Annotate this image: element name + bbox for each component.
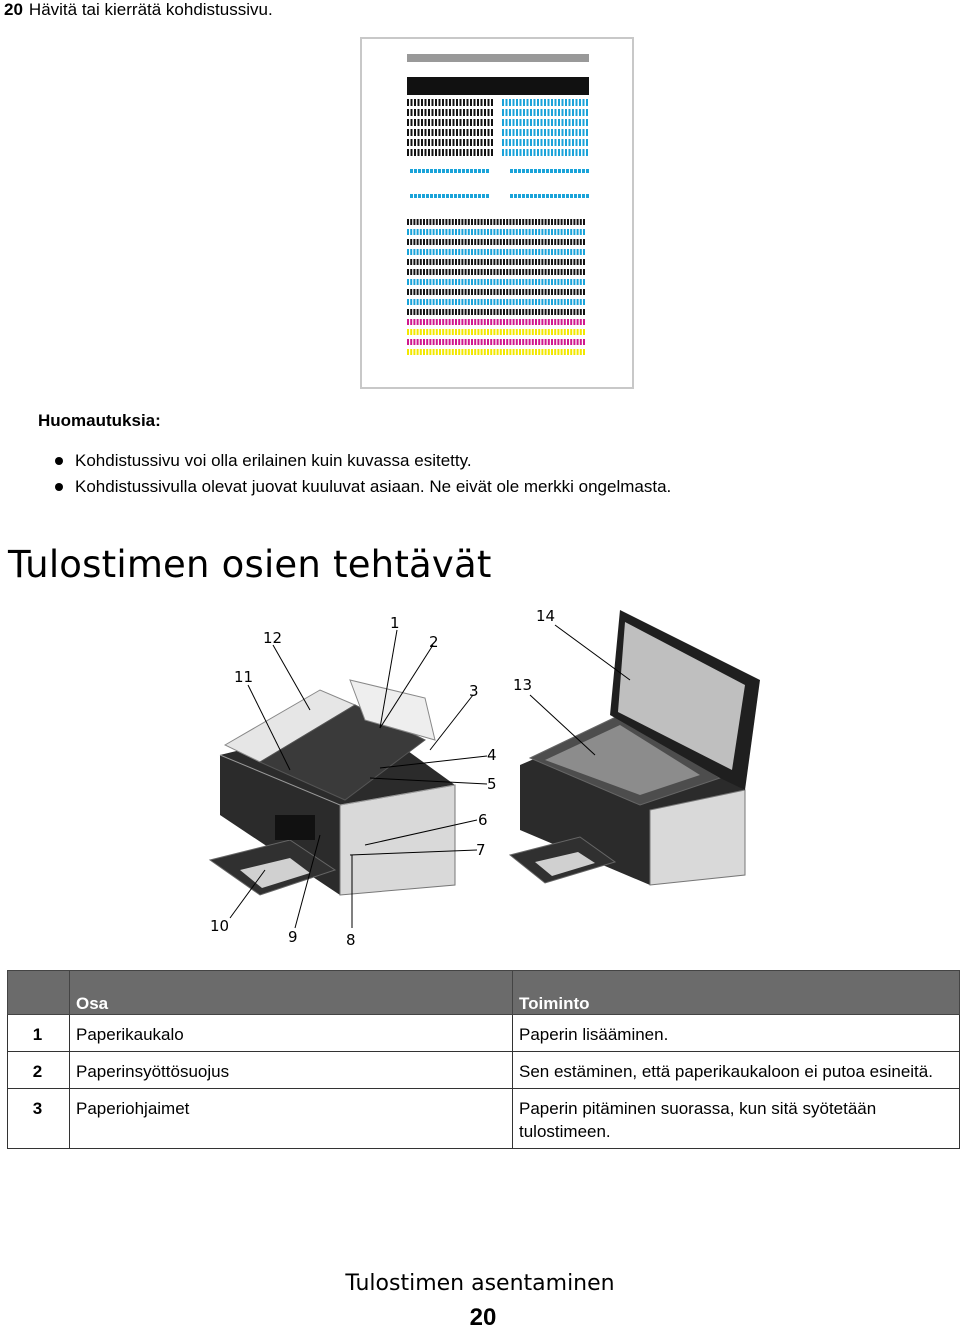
note-item: Kohdistussivulla olevat juovat kuuluvat asiaan. Ne eivät ole merkki ongelmasta. bbox=[55, 477, 671, 503]
callout-11: 11 bbox=[234, 668, 254, 686]
alignment-page-image bbox=[360, 37, 634, 389]
table-row bbox=[8, 1089, 960, 1149]
row-num: 3 bbox=[8, 1089, 70, 1149]
section-title: Tulostimen osien tehtävät bbox=[8, 543, 492, 586]
callout-6: 6 bbox=[478, 811, 488, 829]
alignment-pattern bbox=[362, 39, 632, 387]
printer-parts-illustration bbox=[200, 600, 770, 955]
step-number: 20 bbox=[4, 0, 23, 19]
footer-chapter-title: Tulostimen asentaminen bbox=[345, 1271, 615, 1296]
printer-right bbox=[510, 610, 760, 885]
table-row bbox=[8, 1052, 960, 1089]
row-part: Paperiohjaimet bbox=[70, 1089, 513, 1149]
callout-7: 7 bbox=[476, 841, 486, 859]
step-20 bbox=[4, 0, 273, 20]
row-function: Sen estäminen, että paperikaukaloon ei putoa esineitä. bbox=[513, 1052, 960, 1089]
page-number: 20 bbox=[469, 1304, 497, 1331]
callout-4: 4 bbox=[487, 746, 497, 764]
callout-5: 5 bbox=[487, 775, 497, 793]
notes-list bbox=[55, 451, 671, 503]
callout-9: 9 bbox=[288, 928, 298, 946]
table-header-row bbox=[8, 971, 960, 1015]
header-num bbox=[8, 971, 70, 1015]
step-text: Hävitä tai kierrätä kohdistussivu. bbox=[28, 0, 273, 19]
row-num: 1 bbox=[8, 1015, 70, 1052]
row-function: Paperin pitäminen suorassa, kun sitä syötetään tulostimeen. bbox=[513, 1089, 960, 1149]
callout-12: 12 bbox=[263, 629, 283, 647]
row-part: Paperinsyöttösuojus bbox=[70, 1052, 513, 1089]
table-row bbox=[8, 1015, 960, 1052]
parts-table bbox=[7, 970, 960, 1149]
header-function: Toiminto bbox=[513, 971, 960, 1015]
header-part: Osa bbox=[70, 971, 513, 1015]
row-function: Paperin lisääminen. bbox=[513, 1015, 960, 1052]
callout-2: 2 bbox=[429, 633, 439, 651]
row-part: Paperikaukalo bbox=[70, 1015, 513, 1052]
callout-14: 14 bbox=[536, 607, 556, 625]
notes-title: Huomautuksia: bbox=[38, 411, 161, 430]
callout-1: 1 bbox=[390, 614, 400, 632]
callout-8: 8 bbox=[346, 931, 356, 949]
callout-3: 3 bbox=[469, 682, 479, 700]
callout-13: 13 bbox=[513, 676, 533, 694]
note-item: Kohdistussivu voi olla erilainen kuin kuvassa esitetty. bbox=[55, 451, 671, 477]
printer-left bbox=[210, 680, 455, 895]
callout-10: 10 bbox=[210, 917, 230, 935]
row-num: 2 bbox=[8, 1052, 70, 1089]
